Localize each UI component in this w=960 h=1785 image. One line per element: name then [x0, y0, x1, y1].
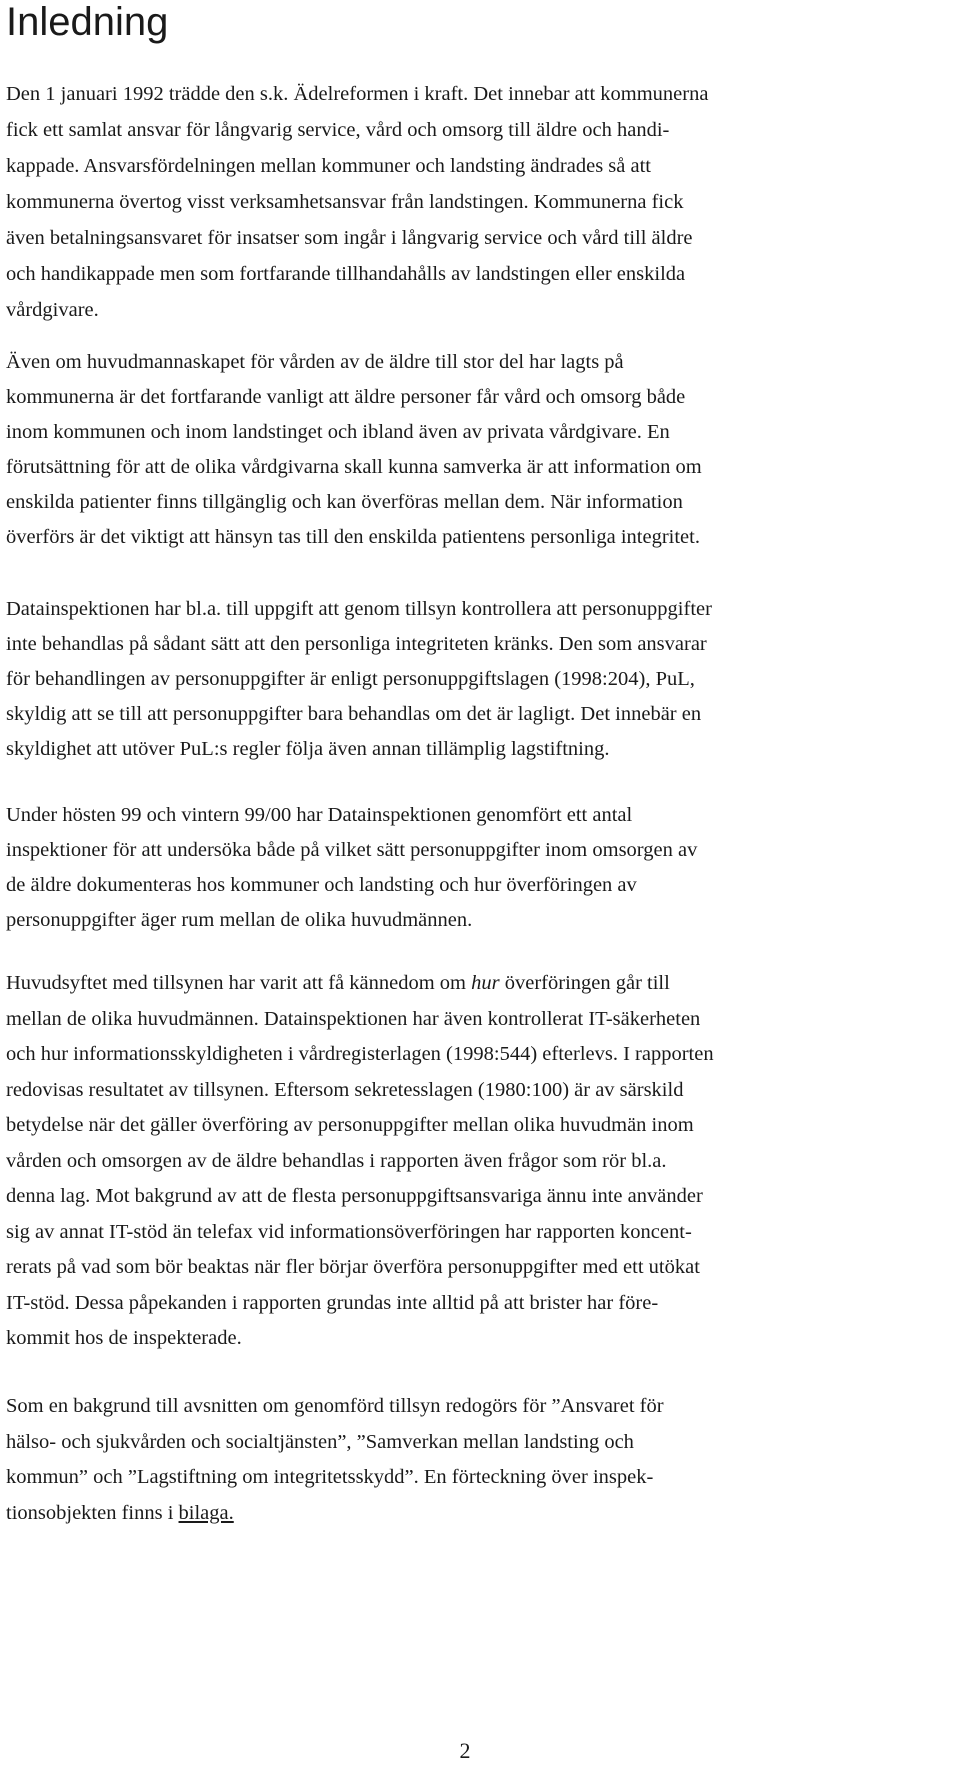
text-line: denna lag. Mot bakgrund av att de flesta personuppgiftsansvariga ännu inte använder	[6, 1185, 703, 1207]
text-line: även betalningsansvaret för insatser som ingår i långvarig service och vård till äldre	[6, 227, 693, 249]
text-line: överförs är det viktigt att hänsyn tas till den enskilda patientens personliga integritet.	[6, 526, 700, 548]
page-title: Inledning	[6, 0, 169, 44]
paragraph-1	[6, 76, 916, 328]
text-line: kommit hos de inspekterade.	[6, 1327, 242, 1349]
text-line: kommunerna övertog visst verksamhetsansvar från landstingen. Kommunerna fick	[6, 191, 684, 213]
emphasis-hur: hur	[471, 972, 500, 994]
text-line: skyldighet att utöver PuL:s regler följa även annan tillämplig lagstiftning.	[6, 738, 610, 760]
text-line: Även om huvudmannaskapet för vården av de äldre till stor del har lagts på	[6, 351, 624, 373]
text-line: hälso- och sjukvården och socialtjänsten”, ”Samverkan mellan landsting och	[6, 1430, 634, 1453]
text-line: personuppgifter äger rum mellan de olika huvudmännen.	[6, 909, 473, 931]
bilaga-link[interactable]: bilaga.	[178, 1501, 234, 1524]
paragraph-3	[6, 592, 916, 767]
text-line: kommun” och ”Lagstiftning om integritetsskydd”. En förteckning över inspek-	[6, 1466, 654, 1488]
text-run: Huvudsyftet med tillsynen har varit att få kännedom om	[6, 972, 472, 994]
text-line: vården och omsorgen av de äldre behandlas i rapporten även frågor som rör bl.a.	[6, 1149, 667, 1172]
paragraph-5	[6, 966, 916, 1357]
text-line: redovisas resultatet av tillsynen. Eftersom sekretesslagen (1980:100) är av särskild	[6, 1078, 684, 1101]
text-line: Datainspektionen har bl.a. till uppgift att genom tillsyn kontrollera att personuppgifter	[6, 598, 712, 620]
text-run: överföringen går till	[499, 972, 670, 994]
text-line	[6, 1496, 916, 1532]
text-run: tionsobjekten finns i	[6, 1501, 179, 1524]
text-line: mellan de olika huvudmännen. Datainspektionen har även kontrollerat IT-säkerheten	[6, 1007, 701, 1030]
text-line: inom kommunen och inom landstinget och ibland även av privata vårdgivare. En	[6, 421, 670, 443]
text-line: och hur informationsskyldigheten i vårdregisterlagen (1998:544) efterlevs. I rapporten	[6, 1043, 714, 1065]
text-line: fick ett samlat ansvar för långvarig service, vård och omsorg till äldre och handi-	[6, 119, 670, 141]
text-line	[6, 966, 916, 1002]
text-line: inspektioner för att undersöka både på vilket sätt personuppgifter inom omsorgen av	[6, 839, 698, 861]
paragraph-6	[6, 1389, 916, 1531]
text-line: förutsättning för att de olika vårdgivarna skall kunna samverka är att information om	[6, 456, 702, 478]
text-line: Under hösten 99 och vintern 99/00 har Datainspektionen genomfört ett antal	[6, 804, 633, 826]
page-number: 2	[459, 1738, 471, 1763]
text-line: kappade. Ansvarsfördelningen mellan kommuner och landsting ändrades så att	[6, 155, 651, 177]
paragraph-4	[6, 798, 916, 938]
text-line: vårdgivare.	[6, 299, 99, 321]
text-line: de äldre dokumenteras hos kommuner och landsting och hur överföringen av	[6, 874, 637, 896]
text-line: för behandlingen av personuppgifter är enligt personuppgiftslagen (1998:204), PuL,	[6, 668, 695, 690]
text-line: enskilda patienter finns tillgänglig och kan överföras mellan dem. När information	[6, 491, 683, 513]
text-line: skyldig att se till att personuppgifter bara behandlas om det är lagligt. Det innebär en	[6, 703, 702, 725]
text-line: kommunerna är det fortfarande vanligt att äldre personer får vård och omsorg både	[6, 386, 686, 408]
text-line: rerats på vad som bör beaktas när fler börjar överföra personuppgifter med ett utökat	[6, 1256, 700, 1278]
text-line: Som en bakgrund till avsnitten om genomförd tillsyn redogörs för ”Ansvaret för	[6, 1395, 664, 1417]
paragraph-2	[6, 345, 916, 555]
text-line: och handikappade men som fortfarande tillhandahålls av landstingen eller enskilda	[6, 263, 686, 285]
text-line: betydelse när det gäller överföring av personuppgifter mellan olika huvudmän inom	[6, 1114, 694, 1136]
text-line: IT-stöd. Dessa påpekanden i rapporten grundas inte alltid på att brister har före-	[6, 1291, 659, 1314]
text-line: sig av annat IT-stöd än telefax vid informationsöverföringen har rapporten koncent-	[6, 1220, 692, 1243]
text-line: inte behandlas på sådant sätt att den personliga integriteten kränks. Den som ansvarar	[6, 633, 707, 655]
text-line: Den 1 januari 1992 trädde den s.k. Ädelreformen i kraft. Det innebar att kommunerna	[6, 83, 709, 105]
